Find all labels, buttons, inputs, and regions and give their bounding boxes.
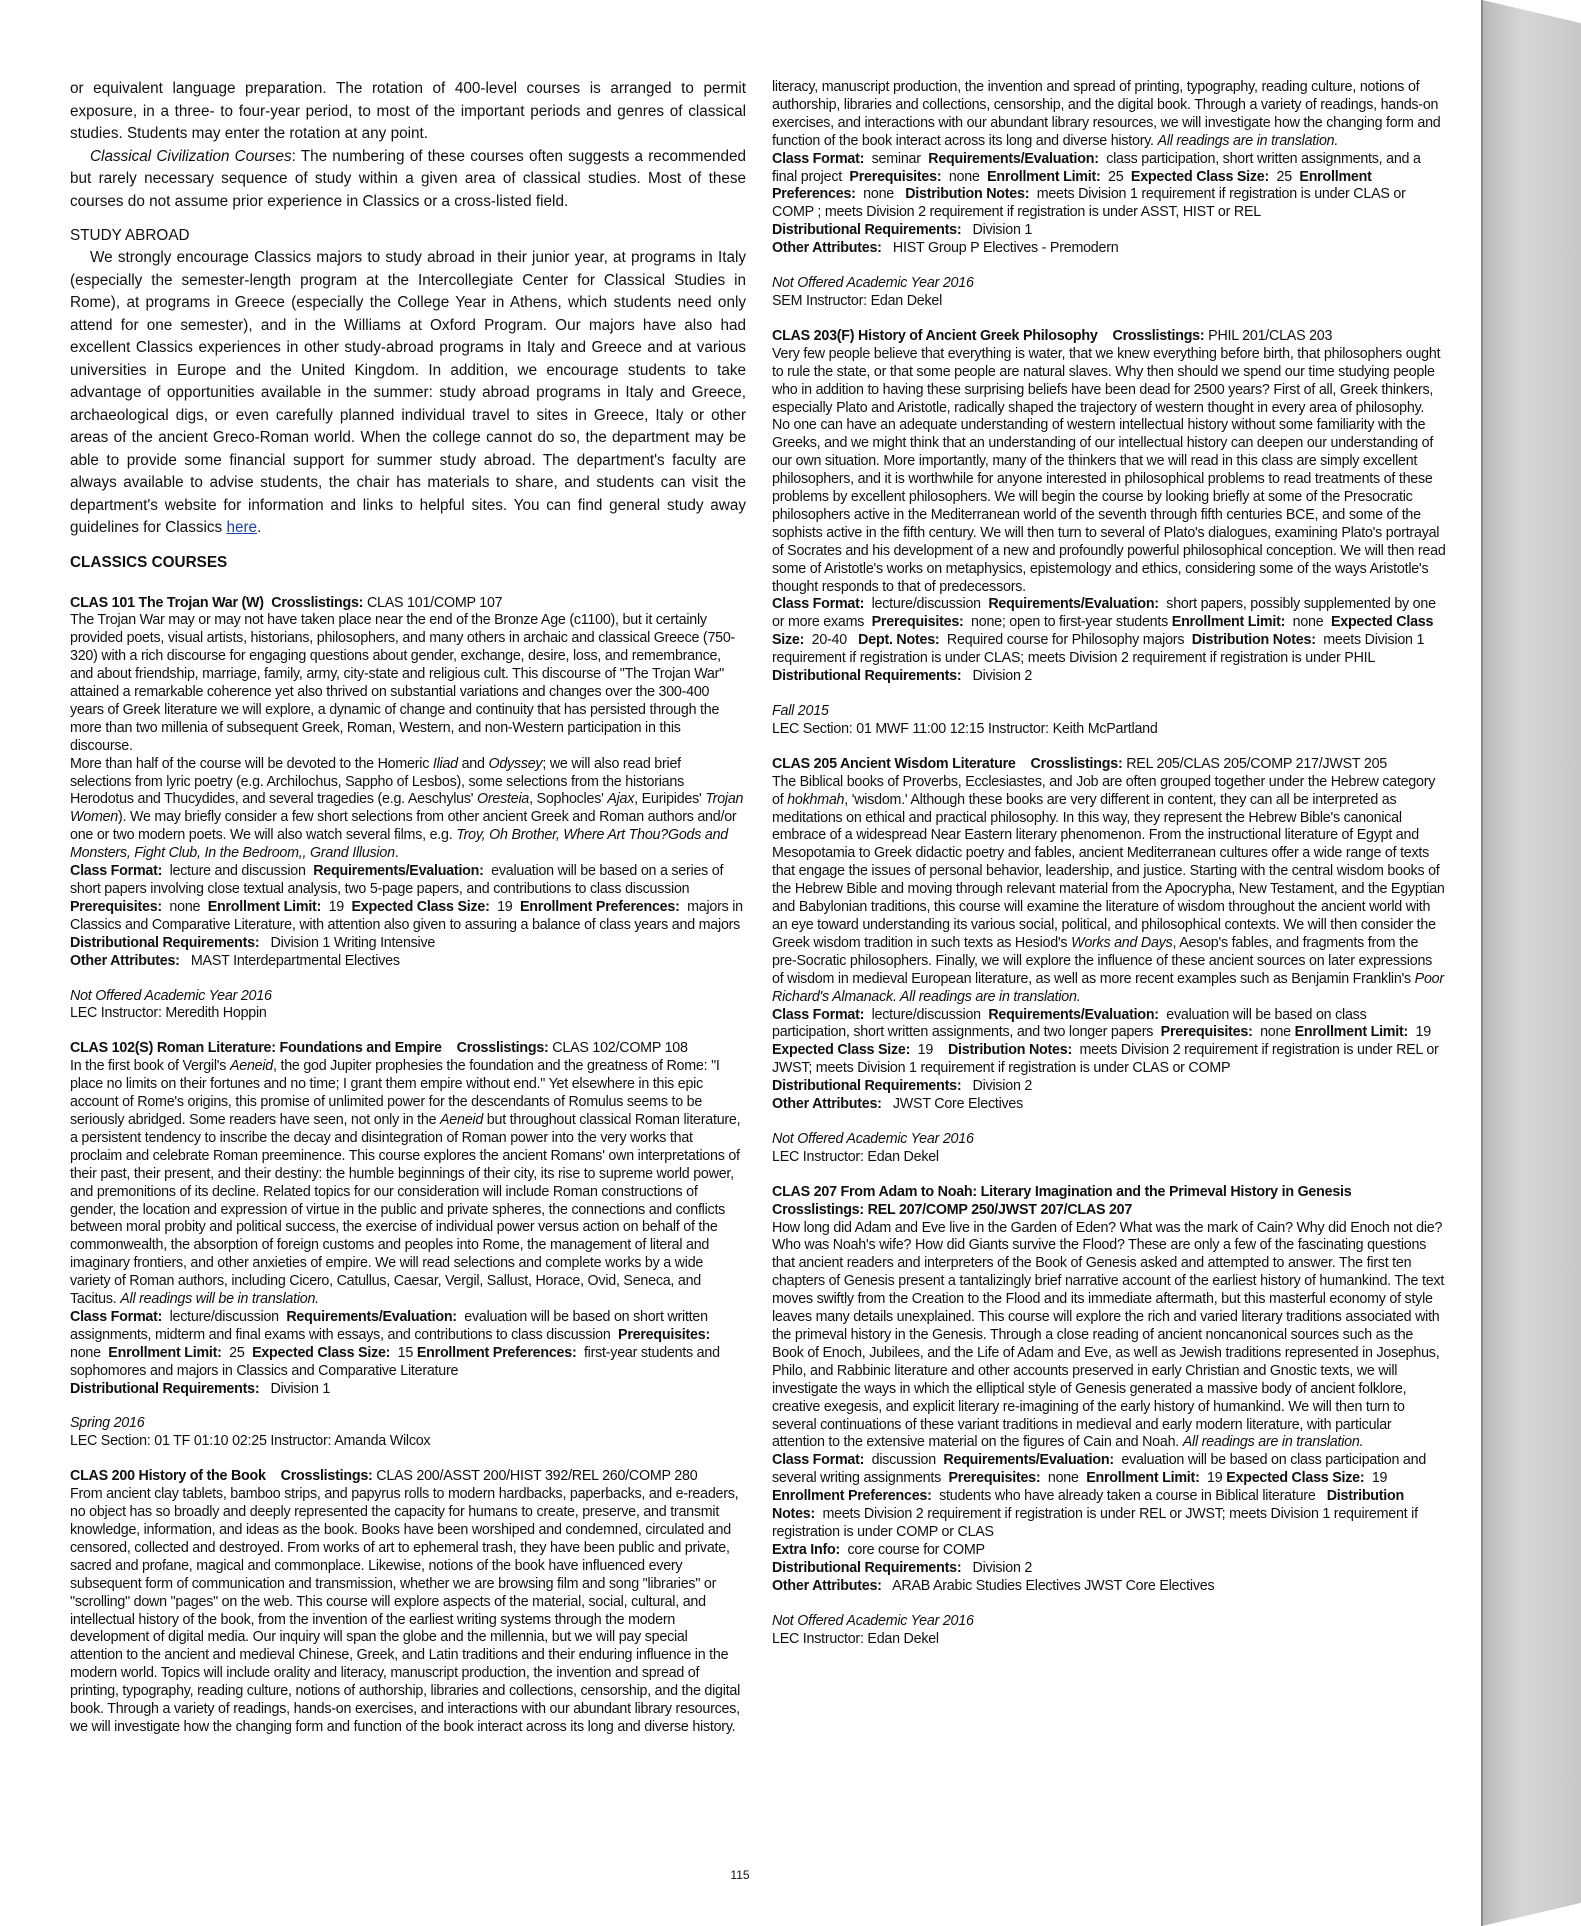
course-clas-101: CLAS 101 The Trojan War (W) Crosslistings: CLAS 101/COMP 107 The Trojan War may or may not have taken place near the end of the Bronze Age (c1100), but it certainly provided poets, visual artists, historians, philosophers, and many others in archaic and classical Greece (750-320) with a rich discourse for engaging questions about gender, exchange, desire, loss, and remembrance, and about friendship, marriage, family, army, city-state and religious cult. This discourse of "The Trojan War" attained a remarkable coherence yet also thrived on substantial variations and changes over the 300-400 years of Greek literature we will explore, a dynamic of change and continuity that has persisted through the more than two millenia of subsequent Greek, Roman, Western, and non-Western participation in this discourse. More than half of the course will be devoted to the Homeric Iliad and Odyssey; we will also read brief selections from lyric poetry (e.g. Archilochus, Sappho of Lesbos), some selections from the historians Herodotus and Thucydides, and several tragedies (e.g. Aeschylus' Oresteia, Sophocles' Ajax, Euripides' Trojan Women). We may briefly consider a few short selections from other ancient Greek and Roman authors and/or one or two modern poets. We will also watch several films, e.g. Troy, Oh Brother, Where Art Thou?Gods and Monsters, Fight Club, In the Bedroom,, Grand Illusion. Class Format: lecture and discussion Requirements/Evaluation: evaluation will be based on a series of short papers involving close textual analysis, two 5-page papers, and contributions to class discussion Prerequisites: none Enrollment Limit: 19 Expected Class Size: 19 Enrollment Preferences: majors in Classics and Comparative Literature, with attention also given to assuring a balance of class years and majors Distributional Requirements: Division 1 Writing Intensive Other Attributes: MAST Interdepartmental Electives Not Offered Academic Year 2016 LEC Instructor: Meredith Hoppin	[70, 593, 744, 1022]
course-section: LEC Section: 01 MWF 11:00 12:15 Instructor: Keith McPartland	[772, 719, 1158, 737]
course-term: Not Offered Academic Year 2016	[772, 274, 974, 292]
course-title: CLAS 203(F) History of Ancient Greek Philosophy	[772, 326, 1098, 344]
study-abroad-paragraph: We strongly encourage Classics majors to study abroad in their junior year, at programs in Italy (especially the semester-length program at the Intercollegiate Center for Classical Studies in Rome), at programs in Greece (especially the College Year in Athens, which students need only attend for one semester), and in the Williams at Oxford Program. Our majors have also had excellent Classics experiences in other study-abroad programs in Italy and Greece and at various universities in Europe and the United Kingdom. In addition, we encourage students to take advantage of opportunities available in the summer: study abroad programs in Italy and Greece, archaeological digs, or even carefully planned individual travel to sites in Greece, Italy or other areas of the ancient Greco-Roman world. When the college cannot do so, the department may be able to provide some financial support for summer study abroad. The department's faculty are always available to advise students, the chair has materials to share, and students can visit the department's website for information and links to helpful sites. You can find general study away guidelines for Classics here.	[70, 249, 746, 536]
study-away-guidelines-link[interactable]: here	[226, 519, 258, 536]
course-clas-205: CLAS 205 Ancient Wisdom Literature Crosslistings: REL 205/CLAS 205/COMP 217/JWST 205 The Biblical books of Proverbs, Ecclesiastes, and Job are often grouped together under the Hebrew category of hokhmah, 'wisdom.' Although these books are very different in content, they can all be interpreted as meditations on ethical and practical philosophy. In this way, they represent the Hebrew Bible's canonical embrace of a widespread Near Eastern literary phenomenon. From the instructional literature of Egypt and Mesopotamia to Greek didactic poetry and fables, ancient Mediterranean cultures offer a wide range of texts that engage the issues of personal behavior, leadership, and justice. Starting with the central wisdom books of the Hebrew Bible and moving through relevant material from the Apocrypha, New Testament, and the Egyptian and Babylonian traditions, this course will examine the literature of wisdom throughout the ancient world with an eye toward understanding its various social, political, and philosophical contexts. We will then consider the Greek wisdom tradition in such texts as Hesiod's Works and Days, Aesop's fables, and fragments from the pre-Socratic philosophers. Finally, we will explore the influence of these ancient sources on later expressions of wisdom in medieval European literature, as well as more recent examples such as Benjamin Franklin's Poor Richard's Almanack. All readings are in translation. Class Format: lecture/discussion Requirements/Evaluation: evaluation will be based on class participation, short written assignments, and two longer papers Prerequisites: none Enrollment Limit: 19 Expected Class Size: 19 Distribution Notes: meets Division 2 requirement if registration is under REL or JWST; meets Division 1 requirement if registration is under CLAS or COMP Distributional Requirements: Division 2 Other Attributes: JWST Core Electives Not Offered Academic Year 2016 LEC Instructor: Edan Dekel	[772, 754, 1445, 1165]
course-clas-203: CLAS 203(F) History of Ancient Greek Philosophy Crosslistings: PHIL 201/CLAS 203 Very few people believe that everything is water, that we knew everything before birth, that philosophers ought to rule the state, or that some people are natural slaves. Why then should we spend our time studying people who in addition to having these surprising beliefs have been dead for 2500 years? First of all, Greek thinkers, especially Plato and Aristotle, radically shaped the trajectory of western thought in every area of philosophy. No one can have an adequate understanding of western intellectual history without some familiarity with the Greeks, and we might think that an understanding of our intellectual history can deepen our understanding of our own situation. More importantly, many of the thinkers that we will read in this class are simply excellent philosophers, and it is worthwhile for anyone interested in philosophical problems to read treatments of these problems by excellent philosophers. We will begin the course by looking briefly at some of the Presocratic philosophers active in the Mediterranean world of the seventh through fifth centuries BCE, and some of the sophists active in the fifth century. We will then turn to several of Plato's dialogues, examining Plato's portrayal of Socrates and his development of a new and profoundly powerful philosophical conception. We will then read some of Aristotle's works on metaphysics, epistemology and ethics, considering some of the ways Aristotle's thought responds to that of predecessors. Class Format: lecture/discussion Requirements/Evaluation: short papers, possibly supplemented by one or more exams Prerequisites: none; open to first-year students Enrollment Limit: none Expected Class Size: 20-40 Dept. Notes: Required course for Philosophy majors Distribution Notes: meets Division 1 requirement if registration is under CLAS; meets Division 2 requirement if registration is under PHIL Distributional Requirements: Division 2 Fall 2015 LEC Section: 01 MWF 11:00 12:15 Instructor: Keith McPartland	[772, 326, 1446, 737]
classical-civ-paragraph: Classical Civilization Courses: The numbering of these courses often suggests a recommended but rarely necessary sequence of study within a given area of classical studies. Most of these courses do not assume prior experience in Classics or a cross-listed field.	[70, 147, 746, 210]
course-section: LEC Instructor: Edan Dekel	[772, 1629, 939, 1647]
course-details: Class Format: discussion Requirements/Evaluation: evaluation will be based on class participation and several writing assignments Prerequisites: none Enrollment Limit: 19 Expected Class Size: 19 Enrollment Preferences: students who have already taken a course in Biblical literature Distribution Notes: meets Division 2 requirement if registration is under REL or JWST; meets Division 1 requirement if registration is under COMP or CLAS	[772, 1451, 1427, 1540]
course-title: CLAS 207 From Adam to Noah: Literary Imagination and the Primeval History in Genesis	[772, 1182, 1352, 1200]
course-clas-200: CLAS 200 History of the Book Crosslistings: CLAS 200/ASST 200/HIST 392/REL 260/COMP 280 From ancient clay tablets, bamboo strips, and papyrus rolls to modern hardbacks, paperbacks, and e-readers, no object has so broadly and deeply represented the capacity for humans to create, preserve, and transmit knowledge, information, and ideas as the book. Books have been worshiped and condemned, circulated and censored, collected and destroyed. From works of art to ephemeral trash, they have been public and private, sacred and profane, magical and commonplace. Likewise, notions of the book have influenced every subsequent form of communication and transmission, whether we are browsing film and song "libraries" or "scrolling" down "pages" on the web. This course will explore aspects of the material, social, cultural, and intellectual history of the book, from the invention of the earliest writing systems through the modern development of digital media. Our inquiry will span the globe and the millennia, but we will pay special attention to the ancient and medieval Chinese, Greek, and Latin traditions and their enduring influence in the modern world. Topics will include orality and literacy, manuscript production, the invention and spread of printing, typography, reading culture, notions of authorship, libraries and collections, censorship, and the digital book. Through a variety of readings, hands-on exercises, and interactions with our abundant library resources, we will investigate how the changing form and function of the book interact across its long and diverse history.	[70, 1467, 744, 1703]
course-term: Not Offered Academic Year 2016	[772, 1129, 974, 1147]
course-title: CLAS 200 History of the Book	[70, 1467, 266, 1485]
course-title: CLAS 102(S) Roman Literature: Foundations and Empire	[70, 1039, 442, 1057]
course-section: LEC Instructor: Edan Dekel	[772, 1147, 939, 1165]
course-term: Not Offered Academic Year 2016	[772, 1611, 974, 1629]
course-description: Very few people believe that everything is water, that we knew everything before birth, that philosophers ought to rule the state, or that some people are natural slaves. Why then should we spend our time studying people who in addition to having these surprising beliefs have been dead for 2500 years? First of all, Greek thinkers, especially Plato and Aristotle, radically shaped the trajectory of western thought in every area of philosophy. No one can have an adequate understanding of western intellectual history without some familiarity with the Greeks, and we might think that an understanding of our intellectual history can deepen our understanding of our own situation. More importantly, many of the thinkers that we will read in this class are simply excellent philosophers, and it is worthwhile for anyone interested in philosophical problems to read treatments of these problems by excellent philosophers. We will begin the course by looking briefly at some of the Presocratic philosophers active in the Mediterranean world of the seventh through fifth centuries BCE, and some of the sophists active in the fifth century. We will then turn to several of Plato's dialogues, examining Plato's portrayal of Socrates and his development of a new and profoundly powerful philosophical conception. We will then read some of Aristotle's works on metaphysics, epistemology and ethics, considering some of the ways Aristotle's thought responds to that of predecessors.	[772, 344, 1446, 595]
course-section: LEC Section: 01 TF 01:10 02:25 Instructor: Amanda Wilcox	[70, 1432, 431, 1450]
classics-courses-heading: CLASSICS COURSES	[70, 553, 228, 571]
left-column	[70, 78, 746, 1735]
course-clas-207: CLAS 207 From Adam to Noah: Literary Imagination and the Primeval History in Genesis Crosslistings: REL 207/COMP 250/JWST 207/CLAS 207 How long did Adam and Eve live in the Garden of Eden? What was the mark of Cain? Why did Enoch not die? Who was Noah's wife? How did Giants survive the Flood? These are only a few of the fascinating questions that ancient readers and interpreters of the Book of Genesis asked and attempted to answer. The first ten chapters of Genesis present a tantalizingly brief narrative account of the earliest history of humankind. The text moves swiftly from the Creation to the Flood and its immediate aftermath, but this masterful economy of style leaves many details unexplained. This course will explore the rich and varied literary traditions associated with the primeval history in the Genesis. Through a close reading of ancient noncanonical sources such as the Book of Enoch, Jubilees, and the Life of Adam and Eve, as well as Jewish traditions represented in Josephus, Philo, and Rabbinic literature and other accounts preserved in early Christian and Gnostic texts, we will investigate the ways in which the elliptical style of Genesis generated a massive body of ancient folklore, creative exegesis, and explicit literary re-imagining of the early history of humankind. We will then turn to several continuations of these variant traditions in medieval and early modern literature, with particular attention to the extensive material on the figures of Cain and Noah. All readings are in translation. Class Format: discussion Requirements/Evaluation: evaluation will be based on class participation and several writing assignments Prerequisites: none Enrollment Limit: 19 Expected Class Size: 19 Enrollment Preferences: students who have already taken a course in Biblical literature Distribution Notes: meets Division 2 requirement if registration is under REL or JWST; meets Division 1 requirement if registration is under COMP or CLAS Extra Info: core course for COMP Distributional Requirements: Division 2 Other Attributes: ARAB Arabic Studies Electives JWST Core Electives Not Offered Academic Year 2016 LEC Instructor: Edan Dekel	[772, 1182, 1445, 1647]
course-details: Class Format: lecture/discussion Requirements/Evaluation: evaluation will be based on short written assignments, midterm and final exams with essays, and contributions to class discussion Prerequisites: none Enrollment Limit: 25 Expected Class Size: 15 Enrollment Preferences: first-year students and sophomores and majors in Classics and Comparative Literature	[70, 1307, 720, 1379]
course-description: The Trojan War may or may not have taken place near the end of the Bronze Age (c1100), but it certainly provided poets, visual artists, historians, philosophers, and many others in archaic and classical Greece (750-320) with a rich discourse for engaging questions about gender, exchange, desire, loss, and remembrance, and about friendship, marriage, family, army, city-state and religious cult. This discourse of "The Trojan War" attained a remarkable coherence yet also thrived on substantial variations and changes over the 300-400 years of Greek literature we will explore, a dynamic of change and continuity that has persisted through the more than two millenia of subsequent Greek, Roman, Western, and non-Western participation in this discourse.	[70, 611, 736, 754]
course-term: Not Offered Academic Year 2016	[70, 986, 272, 1004]
course-term: Spring 2016	[70, 1414, 145, 1432]
page-number: 115	[730, 1868, 750, 1882]
course-title: CLAS 101 The Trojan War (W)	[70, 593, 264, 611]
course-description: From ancient clay tablets, bamboo strips, and papyrus rolls to modern hardbacks, paperbacks, and e-readers, no object has so broadly and deeply represented the capacity for humans to create, preserve, and transmit knowledge, information, and ideas as the book. Books have been worshiped and condemned, circulated and censored, collected and destroyed. From works of art to ephemeral trash, they have been public and private, sacred and profane, magical and commonplace. Likewise, notions of the book have influenced every subsequent form of communication and transmission, whether we are browsing film and song "libraries" or "scrolling" down "pages" on the web. This course will explore aspects of the material, social, cultural, and intellectual history of the book, from the invention of the earliest writing systems through the modern development of digital media. Our inquiry will span the globe and the millennia, but we will pay special attention to the ancient and medieval Chinese, Greek, and Latin traditions and their enduring influence in the modern world. Topics will include orality and literacy, manuscript production, the invention and spread of printing, typography, reading culture, notions of authorship, libraries and collections, censorship, and the digital book. Through a variety of readings, hands-on exercises, and interactions with our abundant library resources, we will investigate how the changing form and function of the book interact across its long and diverse history.	[70, 1485, 741, 1735]
course-description: In the first book of Vergil's Aeneid, the god Jupiter prophesies the foundation and the greatness of Rome: "I place no limits on their fortunes and no time; I grant them empire without end." Yet elsewhere in this epic account of Rome's origins, this promise of unlimited power for the descendants of Romulus seems to be seriously abridged. Some readers have seen, not only in the Aeneid but throughout classical Roman literature, a persistent tendency to inscribe the decay and disintegration of Roman power into the very works that proclaim and celebrate Roman preeminence. This course explores the ancient Romans' own interpretations of their past, their present, and their destiny: the humble beginnings of their city, its rise to supreme world power, and premonitions of its decline. Related topics for our consideration will include Roman constructions of gender, the location and expression of virtue in the public and private spheres, the connections and conflicts between moral probity and political success, the exercise of individual power versus action on behalf of the commonwealth, the absorption of foreign customs and peoples into Rome, the management of literal and imaginary frontiers, and other anxieties of empire. We will read selections and complete works by a wide variety of Roman authors, including Cicero, Catullus, Caesar, Vergil, Sallust, Horace, Ovid, Seneca, and Tacitus. All readings will be in translation.	[70, 1057, 741, 1308]
course-details: Class Format: lecture and discussion Requirements/Evaluation: evaluation will be based on a series of short papers involving close textual analysis, two 5-page papers, and contributions to class discussion Prerequisites: none Enrollment Limit: 19 Expected Class Size: 19 Enrollment Preferences: majors in Classics and Comparative Literature, with attention also given to assuring a balance of class years and majors	[70, 862, 743, 933]
page-edge-shadow	[1482, 0, 1581, 1926]
course-description-2: More than half of the course will be devoted to the Homeric Iliad and Odyssey; we will also read brief selections from lyric poetry (e.g. Archilochus, Sappho of Lesbos), some selections from the historians Herodotus and Thucydides, and several tragedies (e.g. Aeschylus' Oresteia, Sophocles' Ajax, Euripides' Trojan Women). We may briefly consider a few short selections from other ancient Greek and Roman authors and/or one or two modern poets. We will also watch several films, e.g. Troy, Oh Brother, Where Art Thou?Gods and Monsters, Fight Club, In the Bedroom,, Grand Illusion.	[70, 754, 744, 862]
course-title: CLAS 205 Ancient Wisdom Literature	[772, 754, 1016, 772]
study-abroad-heading: STUDY ABROAD	[70, 227, 190, 244]
course-description: How long did Adam and Eve live in the Garden of Eden? What was the mark of Cain? Why did Enoch not die? Who was Noah's wife? How did Giants survive the Flood? These are only a few of the fascinating questions that ancient readers and interpreters of the Book of Genesis asked and attempted to answer. The first ten chapters of Genesis present a tantalizingly brief narrative account of the earliest history of humankind. The text moves swiftly from the Creation to the Flood and its immediate aftermath, but this masterful economy of style leaves many details unexplained. This course will explore the rich and varied literary traditions associated with the primeval history in the Genesis. Through a close reading of ancient noncanonical sources such as the Book of Enoch, Jubilees, and the Life of Adam and Eve, as well as Jewish traditions represented in Josephus, Philo, and Rabbinic literature and other accounts preserved in early Christian and Gnostic texts, we will investigate the ways in which the elliptical style of Genesis generated a massive body of ancient folklore, creative exegesis, and explicit literary re-imagining of the early history of humankind. We will then turn to several continuations of these variant traditions in medieval and early modern literature, with particular attention to the extensive material on the figures of Cain and Noah. All readings are in translation.	[772, 1218, 1445, 1451]
course-description-continued: literacy, manuscript production, the invention and spread of printing, typography, reading culture, notions of authorship, libraries and collections, censorship, and the digital book. Through a variety of readings, hands-on exercises, and interactions with our abundant library resources, we will investigate how the changing form and function of the book interact across its long and diverse history. All readings are in translation.	[772, 78, 1441, 149]
course-term: Fall 2015	[772, 702, 829, 719]
course-details: Class Format: lecture/discussion Requirements/Evaluation: short papers, possibly supplemented by one or more exams Prerequisites: none; open to first-year students Enrollment Limit: none Expected Class Size: 20-40 Dept. Notes: Required course for Philosophy majors Distribution Notes: meets Division 1 requirement if registration is under CLAS; meets Division 2 requirement if registration is under PHIL	[772, 595, 1436, 667]
right-column	[772, 78, 1448, 1647]
course-details: Class Format: seminar Requirements/Evaluation: class participation, short written assignments, and a final project Prerequisites: none Enrollment Limit: 25 Expected Class Size: 25 Enrollment Preferences: none Distribution Notes: meets Division 1 requirement if registration is under CLAS or COMP ; meets Division 2 requirement if registration is under ASST, HIST or REL	[772, 149, 1421, 221]
course-clas-102: CLAS 102(S) Roman Literature: Foundations and Empire Crosslistings: CLAS 102/COMP 108 In the first book of Vergil's Aeneid, the god Jupiter prophesies the foundation and the greatness of Rome: "I place no limits on their fortunes and no time; I grant them empire without end." Yet elsewhere in this epic account of Rome's origins, this promise of unlimited power for the descendants of Romulus seems to be seriously abridged. Some readers have seen, not only in the Aeneid but throughout classical Roman literature, a persistent tendency to inscribe the decay and disintegration of Roman power into the very works that proclaim and celebrate Roman preeminence. This course explores the ancient Romans' own interpretations of their past, their present, and their destiny: the humble beginnings of their city, its rise to supreme world power, and premonitions of its decline. Related topics for our consideration will include Roman constructions of gender, the location and expression of virtue in the public and private spheres, the connections and conflicts between moral probity and political success, the exercise of individual power versus action on behalf of the commonwealth, the absorption of foreign customs and peoples into Rome, the management of literal and imaginary frontiers, and other anxieties of empire. We will read selections and complete works by a wide variety of Roman authors, including Cicero, Catullus, Caesar, Vergil, Sallust, Horace, Ovid, Seneca, and Tacitus. All readings will be in translation. Class Format: lecture/discussion Requirements/Evaluation: evaluation will be based on short written assignments, midterm and final exams with essays, and contributions to class discussion Prerequisites: none Enrollment Limit: 25 Expected Class Size: 15 Enrollment Preferences: first-year students and sophomores and majors in Classics and Comparative Literature Distributional Requirements: Division 1 Spring 2016 LEC Section: 01 TF 01:10 02:25 Instructor: Amanda Wilcox	[70, 1039, 744, 1450]
course-section: SEM Instructor: Edan Dekel	[772, 291, 943, 309]
course-details: Class Format: lecture/discussion Requirements/Evaluation: evaluation will be based on class participation, short written assignments, and two longer papers Prerequisites: none Enrollment Limit: 19 Expected Class Size: 19 Distribution Notes: meets Division 2 requirement if registration is under REL or JWST; meets Division 1 requirement if registration is under CLAS or COMP	[772, 1005, 1439, 1077]
course-clas-200-continued: literacy, manuscript production, the invention and spread of printing, typography, reading culture, notions of authorship, libraries and collections, censorship, and the digital book. Through a variety of readings, hands-on exercises, and interactions with our abundant library resources, we will investigate how the changing form and function of the book interact across its long and diverse history. All readings are in translation. Class Format: seminar Requirements/Evaluation: class participation, short written assignments, and a final project Prerequisites: none Enrollment Limit: 25 Expected Class Size: 25 Enrollment Preferences: none Distribution Notes: meets Division 1 requirement if registration is under CLAS or COMP ; meets Division 2 requirement if registration is under ASST, HIST or REL Distributional Requirements: Division 1 Other Attributes: HIST Group P Electives - Premodern Not Offered Academic Year 2016 SEM Instructor: Edan Dekel	[772, 78, 1446, 310]
course-description: The Biblical books of Proverbs, Ecclesiastes, and Job are often grouped together under the Hebrew category of hokhmah, 'wisdom.' Although these books are very different in content, they can all be interpreted as meditations on ethical and practical philosophy. In this way, they represent the Hebrew Bible's canonical embrace of a widespread Near Eastern literary phenomenon. From the instructional literature of Egypt and Mesopotamia to Greek didactic poetry and fables, ancient Mediterranean cultures offer a wide range of texts that engage the issues of personal behavior, leadership, and justice. Starting with the central wisdom books of the Hebrew Bible and moving through relevant material from the Apocrypha, New Testament, and the Egyptian and Babylonian traditions, this course will examine the literature of wisdom throughout the ancient world with an eye toward understanding its various social, political, and philosophical contexts. We will then consider the Greek wisdom tradition in such texts as Hesiod's Works and Days, Aesop's fables, and fragments from the pre-Socratic philosophers. Finally, we will explore the influence of these ancient sources on later expressions of wisdom in medieval European literature, as well as more recent examples such as Benjamin Franklin's Poor Richard's Almanack. All readings are in translation.	[772, 772, 1445, 1005]
intro-paragraph: or equivalent language preparation. The rotation of 400-level courses is arranged to permit exposure, in a three- to four-year period, to most of the important periods and genres of classical studies. Students may enter the rotation at any point.	[70, 80, 746, 142]
course-section: LEC Instructor: Meredith Hoppin	[70, 1004, 267, 1022]
